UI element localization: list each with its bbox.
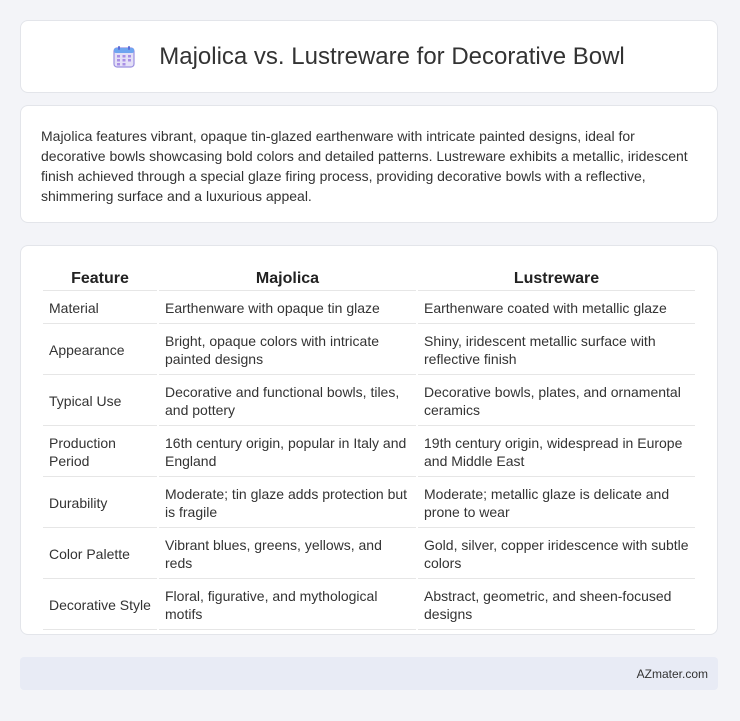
majolica-cell: Decorative and functional bowls, tiles, and pottery [159,377,416,426]
feature-cell: Production Period [43,428,157,477]
lustreware-cell: 19th century origin, widespread in Europe and Middle East [418,428,695,477]
footer [20,657,718,690]
intro-text: Majolica features vibrant, opaque tin-glazed earthenware with intricate painted designs, ideal for decorative bowls showcasing bold colors and detailed patterns. Lustreware exhibits a metallic, iridescent finish achieved through a special glaze firing process, providing decorative bowls with a reflective, shimmering surface and a luxurious appeal. [41,128,688,204]
table-row [43,326,695,375]
feature-cell: Material [43,293,157,324]
majolica-cell: Earthenware with opaque tin glaze [159,293,416,324]
feature-cell: Decorative Style [43,581,157,630]
table-row [43,581,695,630]
lustreware-cell: Moderate; metallic glaze is delicate and prone to wear [418,479,695,528]
feature-cell: Durability [43,479,157,528]
lustreware-cell: Abstract, geometric, and sheen-focused designs [418,581,695,630]
footer-brand: AZmater.com [636,666,708,681]
feature-cell: Typical Use [43,377,157,426]
comparison-table [41,266,697,632]
comparison-card [20,245,718,635]
calendar-icon [113,46,135,68]
header-feature: Feature [43,268,157,291]
header-majolica: Majolica [159,268,416,291]
lustreware-cell: Gold, silver, copper iridescence with subtle colors [418,530,695,579]
page-title: Majolica vs. Lustreware for Decorative Bowl [159,42,625,70]
title-card [20,20,718,93]
majolica-cell: 16th century origin, popular in Italy and England [159,428,416,477]
feature-cell: Color Palette [43,530,157,579]
majolica-cell: Floral, figurative, and mythological motifs [159,581,416,630]
majolica-cell: Vibrant blues, greens, yellows, and reds [159,530,416,579]
lustreware-cell: Decorative bowls, plates, and ornamental ceramics [418,377,695,426]
lustreware-cell: Earthenware coated with metallic glaze [418,293,695,324]
majolica-cell: Moderate; tin glaze adds protection but is fragile [159,479,416,528]
table-row [43,479,695,528]
intro-card [20,105,718,223]
lustreware-cell: Shiny, iridescent metallic surface with reflective finish [418,326,695,375]
table-row [43,530,695,579]
feature-cell: Appearance [43,326,157,375]
table-row [43,428,695,477]
table-row [43,377,695,426]
majolica-cell: Bright, opaque colors with intricate painted designs [159,326,416,375]
table-header-row [43,268,695,291]
header-lustreware: Lustreware [418,268,695,291]
table-row [43,293,695,324]
